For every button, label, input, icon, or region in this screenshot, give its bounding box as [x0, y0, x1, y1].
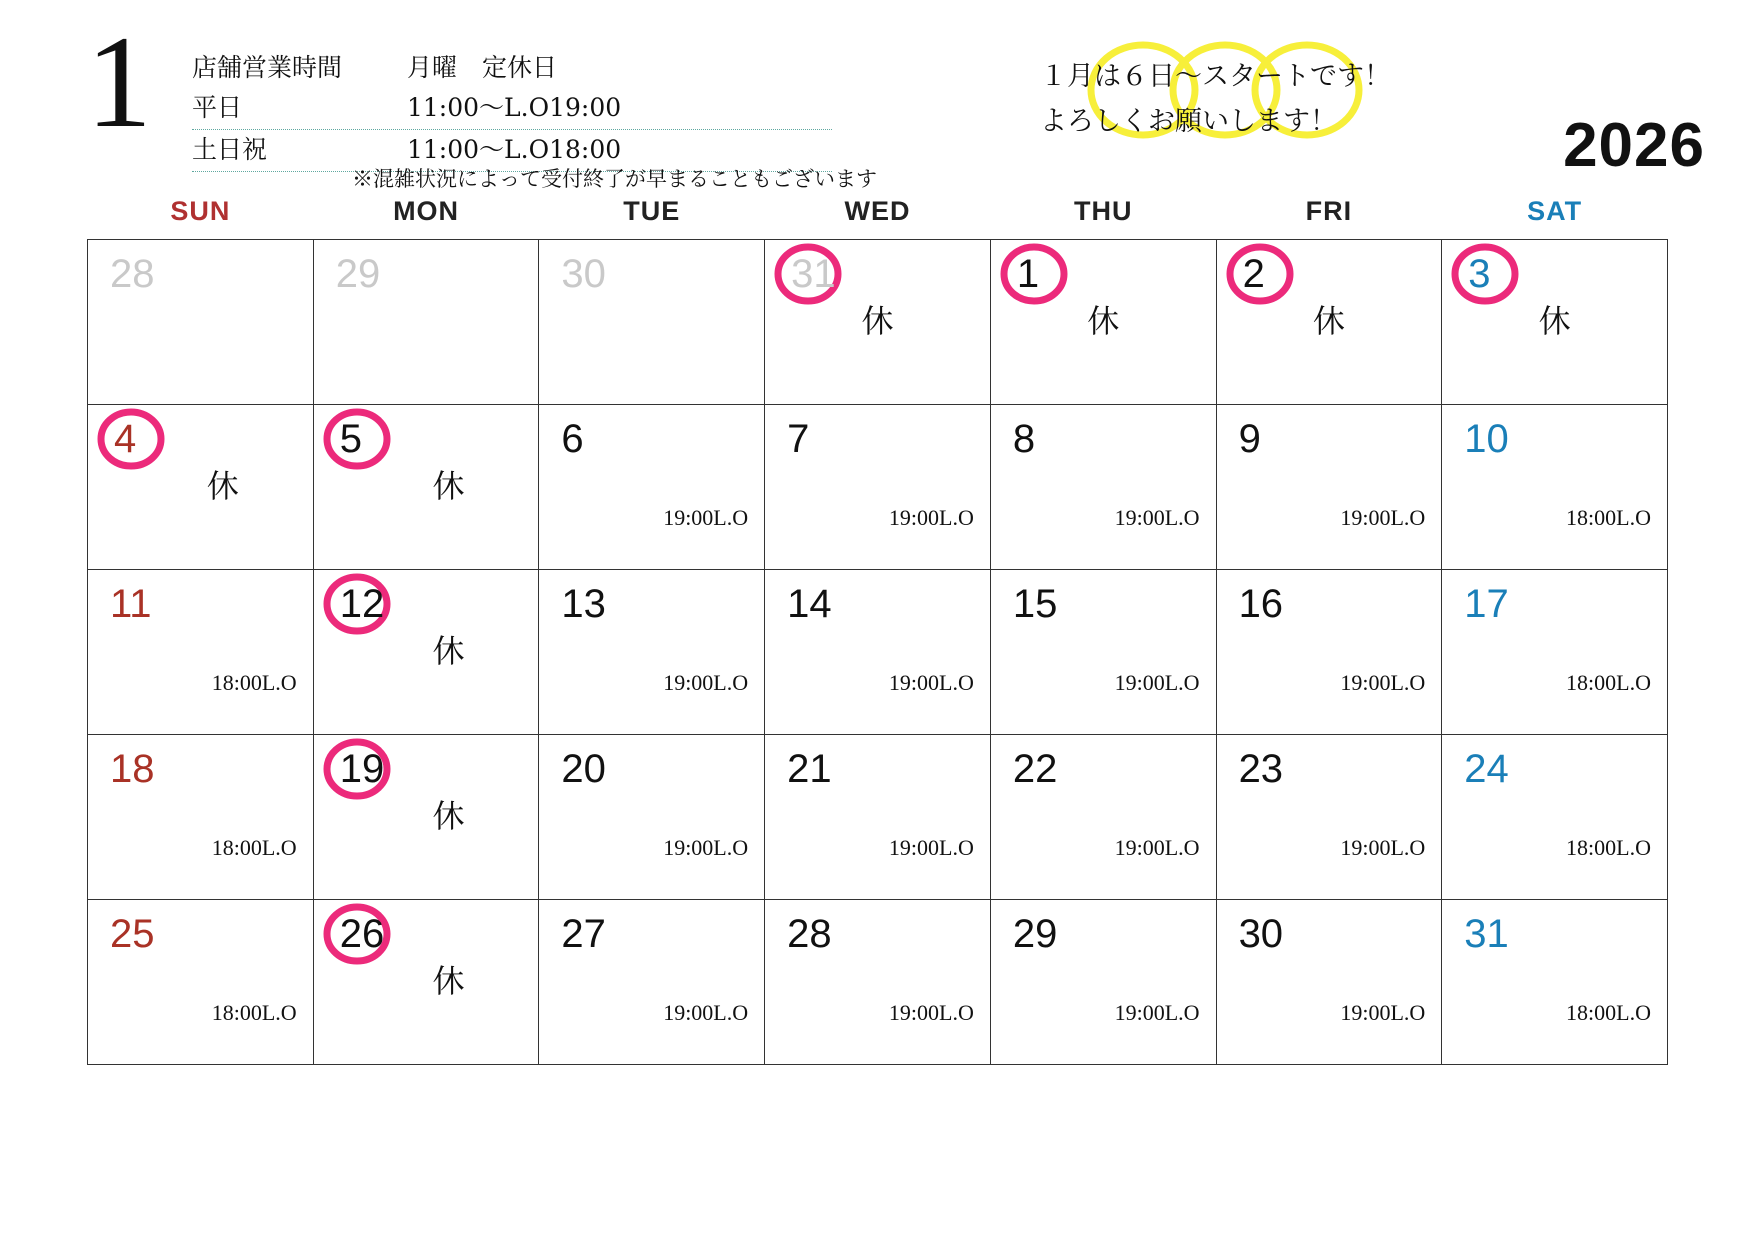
last-order-time: 18:00L.O — [211, 670, 297, 695]
closed-mark: 休 — [206, 467, 239, 505]
last-order-time: 18:00L.O — [211, 835, 297, 860]
calendar-grid — [87, 239, 1668, 1065]
calendar-day-cell[interactable] — [314, 735, 540, 900]
day-number: 8 — [1012, 417, 1036, 461]
hours-value-weekend: 11:00〜L.O18:00 — [407, 135, 622, 164]
last-order-time: 18:00L.O — [1566, 835, 1651, 860]
day-number: 29 — [335, 252, 381, 296]
last-order-time: 18:00L.O — [211, 1000, 297, 1025]
calendar-day-cell[interactable] — [765, 240, 991, 405]
calendar-day-cell[interactable] — [314, 405, 540, 570]
last-order-time: 19:00L.O — [1114, 505, 1200, 530]
calendar-day-cell[interactable] — [1217, 900, 1443, 1065]
last-order-time: 19:00L.O — [1114, 835, 1200, 860]
last-order-time: 19:00L.O — [663, 835, 749, 860]
last-order-time: 18:00L.O — [1566, 505, 1651, 530]
day-number: 6 — [561, 417, 584, 461]
last-order-time: 18:00L.O — [1566, 1000, 1651, 1025]
day-number: 18 — [110, 747, 155, 791]
closed-mark: 休 — [1087, 302, 1120, 340]
hours-note: ※混雑状況によって受付終了が早まることもございます — [352, 167, 877, 191]
last-order-time: 19:00L.O — [1340, 835, 1426, 860]
last-order-time: 19:00L.O — [1340, 1000, 1426, 1025]
day-number: 30 — [561, 252, 606, 296]
day-number: 2 — [1242, 252, 1265, 296]
calendar-day-cell[interactable] — [539, 240, 765, 405]
last-order-time: 19:00L.O — [1114, 1000, 1200, 1025]
last-order-time: 19:00L.O — [888, 670, 974, 695]
last-order-time: 19:00L.O — [888, 1000, 974, 1025]
day-number: 1 — [1016, 252, 1040, 296]
calendar-day-cell[interactable] — [1217, 735, 1443, 900]
day-number: 13 — [561, 582, 606, 626]
calendar-day-cell[interactable] — [314, 240, 540, 405]
calendar-day-cell[interactable] — [765, 405, 991, 570]
last-order-time: 19:00L.O — [1114, 670, 1200, 695]
calendar-day-cell[interactable] — [765, 900, 991, 1065]
day-number: 14 — [787, 582, 832, 626]
calendar-day-cell[interactable] — [539, 405, 765, 570]
day-number: 23 — [1238, 747, 1284, 791]
calendar-day-cell[interactable] — [1217, 240, 1443, 405]
day-number: 19 — [339, 747, 385, 791]
day-number: 26 — [339, 912, 385, 956]
weekday-label-sun: SUN — [170, 196, 231, 226]
closed-mark: 休 — [432, 797, 465, 835]
last-order-time: 19:00L.O — [888, 505, 974, 530]
day-number: 28 — [787, 912, 832, 956]
calendar-day-cell[interactable] — [314, 900, 540, 1065]
weekday-label-wed: WED — [844, 196, 911, 226]
closed-mark: 休 — [861, 302, 894, 340]
calendar-day-cell[interactable] — [88, 240, 314, 405]
day-number: 10 — [1464, 417, 1509, 461]
calendar-day-cell[interactable] — [991, 240, 1217, 405]
calendar-day-cell[interactable] — [1442, 735, 1668, 900]
calendar-day-cell[interactable] — [1217, 405, 1443, 570]
last-order-time: 19:00L.O — [1340, 670, 1426, 695]
weekday-label-mon: MON — [393, 196, 460, 226]
day-number: 28 — [110, 252, 155, 296]
day-number: 5 — [339, 417, 362, 461]
day-number: 9 — [1238, 417, 1261, 461]
last-order-time: 19:00L.O — [1340, 505, 1426, 530]
last-order-time: 19:00L.O — [663, 670, 749, 695]
weekday-label-thu: THU — [1073, 196, 1133, 226]
calendar-day-cell[interactable] — [1442, 570, 1668, 735]
day-number: 31 — [791, 252, 836, 296]
day-number: 31 — [1464, 912, 1509, 956]
calendar-day-cell[interactable] — [88, 405, 314, 570]
day-number: 17 — [1464, 582, 1509, 626]
day-number: 12 — [339, 582, 385, 626]
calendar-day-cell[interactable] — [991, 570, 1217, 735]
calendar-day-cell[interactable] — [88, 900, 314, 1065]
day-number: 20 — [561, 747, 606, 791]
closed-mark: 休 — [432, 962, 465, 1000]
day-number: 21 — [787, 747, 832, 791]
day-number: 29 — [1012, 912, 1058, 956]
closed-mark: 休 — [1312, 302, 1345, 340]
day-number: 24 — [1464, 747, 1509, 791]
year-label: 2026 — [1563, 111, 1705, 180]
last-order-time: 19:00L.O — [888, 835, 974, 860]
calendar-day-cell[interactable] — [991, 735, 1217, 900]
calendar-day-cell[interactable] — [88, 570, 314, 735]
calendar-day-cell[interactable] — [991, 900, 1217, 1065]
notice-line-2: よろしくお願いします！ — [1040, 105, 1337, 137]
notice-line-1: １月は６日〜スタートです！ — [1040, 61, 1391, 92]
weekday-header-row — [88, 196, 1668, 239]
hours-row-weekday — [192, 88, 832, 130]
regular-closed-day: 月曜 定休日 — [407, 53, 558, 82]
hours-title: 店舗営業時間 — [192, 53, 343, 82]
calendar-day-cell[interactable] — [1442, 240, 1668, 405]
closed-mark: 休 — [1538, 302, 1571, 340]
closed-mark: 休 — [432, 632, 465, 670]
closed-mark: 休 — [432, 467, 465, 505]
weekday-label-tue: TUE — [623, 196, 681, 226]
calendar-day-cell[interactable] — [88, 735, 314, 900]
calendar-day-cell[interactable] — [765, 735, 991, 900]
calendar-day-cell[interactable] — [1442, 900, 1668, 1065]
day-number: 7 — [787, 417, 810, 461]
calendar-day-cell[interactable] — [539, 735, 765, 900]
calendar-day-cell[interactable] — [765, 570, 991, 735]
day-number: 30 — [1238, 912, 1284, 956]
month-number: 1 — [86, 8, 152, 155]
business-hours-block — [192, 48, 832, 172]
calendar-header — [0, 0, 1755, 196]
last-order-time: 19:00L.O — [663, 505, 749, 530]
hours-value-weekday: 11:00〜L.O19:00 — [407, 93, 622, 122]
weekday-label-fri: FRI — [1305, 196, 1353, 226]
calendar-day-cell[interactable] — [1442, 405, 1668, 570]
calendar-day-cell[interactable] — [314, 570, 540, 735]
hours-title-row — [192, 48, 832, 88]
calendar-day-cell[interactable] — [539, 900, 765, 1065]
hours-label-weekend: 土日祝 — [192, 135, 268, 164]
hours-label-weekday: 平日 — [192, 93, 243, 122]
day-number: 15 — [1012, 582, 1058, 626]
day-number: 11 — [110, 582, 152, 626]
calendar-day-cell[interactable] — [991, 405, 1217, 570]
day-number: 4 — [114, 417, 137, 461]
day-number: 22 — [1012, 747, 1058, 791]
day-number: 3 — [1468, 252, 1491, 296]
day-number: 25 — [110, 912, 155, 956]
calendar-day-cell[interactable] — [1217, 570, 1443, 735]
weekday-label-sat: SAT — [1527, 196, 1583, 226]
day-number: 16 — [1238, 582, 1284, 626]
calendar-day-cell[interactable] — [539, 570, 765, 735]
day-number: 27 — [561, 912, 606, 956]
last-order-time: 19:00L.O — [663, 1000, 749, 1025]
last-order-time: 18:00L.O — [1566, 670, 1651, 695]
notice-text — [1040, 55, 1391, 144]
